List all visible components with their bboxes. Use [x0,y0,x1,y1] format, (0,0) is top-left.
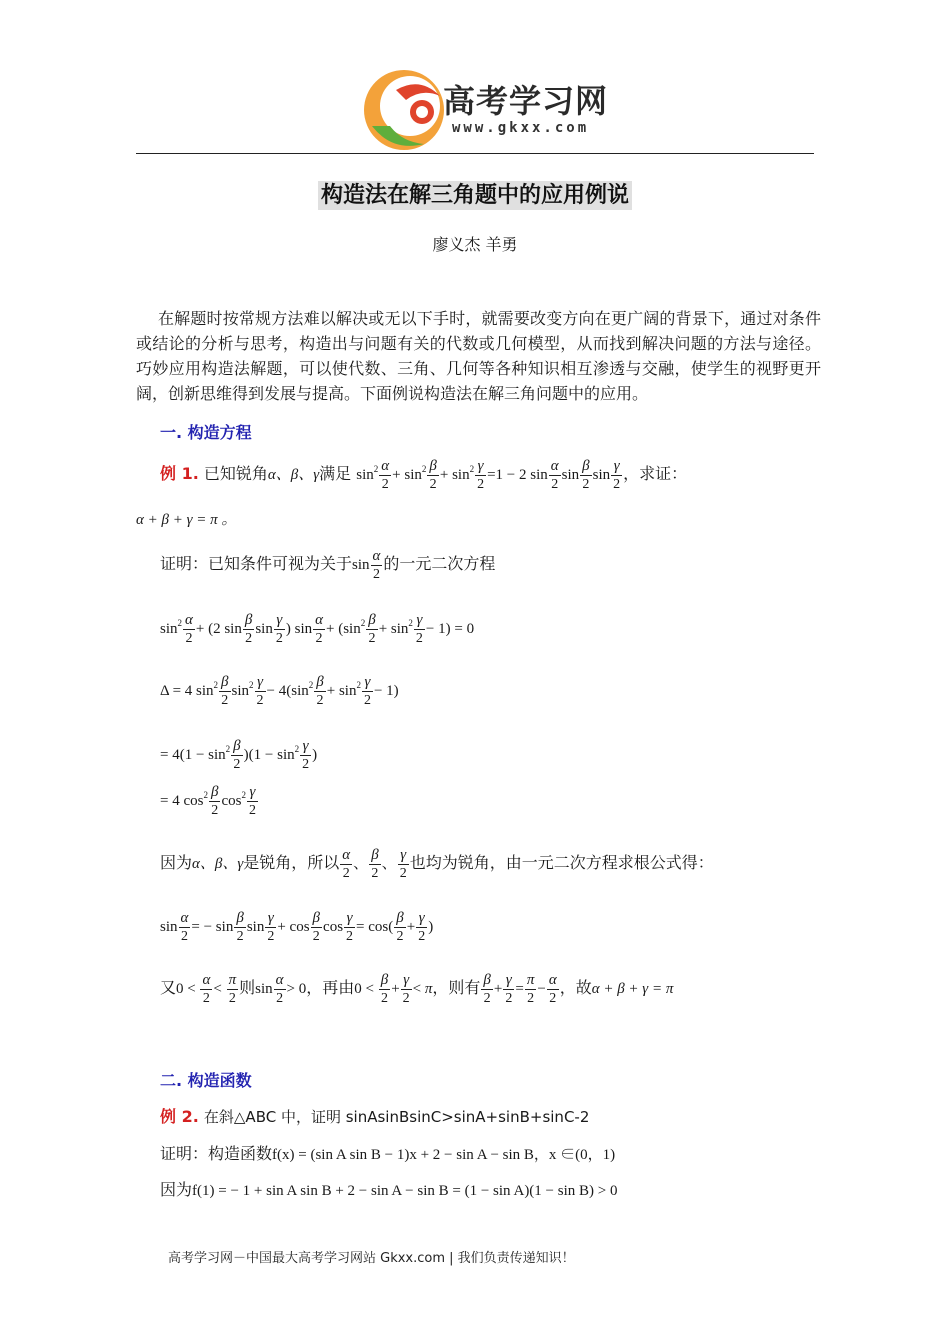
proof-text: 因为 [160,852,193,872]
proof-text: 因为 [160,1180,193,1199]
article-title: 构造法在解三角题中的应用例说 [318,181,632,210]
site-url: www.gkxx.com [452,120,590,136]
example-1-statement [160,458,687,493]
proof-text: 证明：已知条件可视为关于 [160,553,353,573]
example-1-text: 满足 [319,463,352,483]
equation-discriminant-step3: = 4 $\cos^2$ $\frac{\beta}{2}$ $\cos^2$ $\frac{\gamma}{2}$ [160,784,256,818]
brand-name: 高考学习网 [443,82,609,120]
proof-1-intro: 证明：已知条件可视为关于sin $\frac{\alpha}{2}$ 的一元二次方程 [160,548,496,582]
header-divider [136,153,814,154]
example-1-text: ，求证： [623,463,688,483]
example-1-greek: α、β、γ [267,466,320,483]
example-2-text: 在斜△ABC 中，证明 sinAsinBsinC>sinA+sinB+sinC-2 [203,1108,590,1126]
example-1-text: 已知锐角 [203,463,268,483]
proof-text: ，则有 [432,977,481,997]
proof-text: ，再由 [306,977,355,997]
example-1-conclusion: α + β + γ = π 。 [136,512,237,528]
example-1-label: 例 1. [160,463,199,483]
conclusion-result: α + β + γ = π [591,980,674,997]
proof-text: 也均为锐角，由一元二次方程求根公式得： [409,852,714,872]
article-title-row [0,178,950,209]
proof-text: ，故 [559,977,592,997]
proof-2-because [160,1177,617,1200]
proof-2-because-formula: f(1) = − 1 + sin A sin B + 2 − sin A − sin B = (1 − sin A)(1 − sin B) > 0 [192,1183,618,1199]
equation-root: sin $\frac{\alpha}{2}$ = − sin $\frac{\beta}{2}$ sin $\frac{\gamma}{2}$ + cos $\frac{\beta}{2}$ cos $\frac{\gamma}{2}$ = cos( $\frac{\beta}{2}$ + $\frac{\gamma}{2}$ ) [160,910,434,944]
proof-2-formula: f(x) = (sin A sin B − 1)x + 2 − sin A − sin B，x ∈(0，1) [272,1147,616,1163]
section-1-heading: 一. 构造方程 [160,423,252,442]
conclusion-line: 又0 < $\frac{\alpha}{2}$ < $\frac{\pi}{2}$ 则sin $\frac{\alpha}{2}$ > 0，再由0 < $\frac{\beta}{2}$ + $\frac{\gamma}{2}$ < π，则有 $\frac{\beta}{2}$ + $\frac{\gamma}{2}$ = $\frac{\pi}{2}$ − $\frac{\alpha}{2}$ ，故α + β + γ = π [160,972,674,1006]
proof-2-line [160,1141,615,1164]
intro-paragraph: 在解题时按常规方法难以解决或无以下手时，就需要改变方向在更广阔的背景下，通过对条件或结论的分析与思考，构造出与问题有关的代数或几何模型，从而找到解决问题的方法与途径。巧妙应用构造法解题，可以使代数、三角、几何等各种知识相互渗透与交融，使学生的视野更开阔，创新思维得到发展与提高。下面例说构造法在解三角问题中的应用。 [136,309,821,403]
example-2-statement [160,1104,589,1127]
logo-mark-icon [362,66,452,152]
section-2-heading: 二. 构造函数 [160,1071,252,1090]
proof-text: 则 [239,977,256,997]
proof-text: 又 [160,977,177,997]
because-greek: α、β、γ [192,855,244,872]
proof-text: 证明：构造函数 [160,1144,273,1163]
example-2-label: 例 2. [160,1107,199,1126]
proof-text: 是锐角，所以 [243,852,340,872]
proof-text: 的一元二次方程 [383,553,496,573]
equation-discriminant: Δ = 4 $\sin^2$ $\frac{\beta}{2}$ $\sin^2$ $\frac{\gamma}{2}$ − $4(\sin^2$ $\frac{\beta}{2}$ + $\sin^2$ $\frac{\gamma}{2}$ − 1) [160,674,399,708]
authors: 廖义杰 羊勇 [432,235,518,254]
equation-quadratic: $\sin^2$ $\frac{\alpha}{2}$ + (2 sin $\frac{\beta}{2}$ sin $\frac{\gamma}{2}$ ) sin $\frac{\alpha}{2}$ + ($\sin^2$ $\frac{\beta}{2}$ + $\sin^2$ $\frac{\gamma}{2}$ − 1) = 0 [160,612,475,646]
because-line: 因为α、β、γ是锐角，所以 $\frac{\alpha}{2}$ 、 $\frac{\beta}{2}$ 、 $\frac{\gamma}{2}$ 也均为锐角，由一元二次方程求根公式得： [160,847,714,881]
equation-discriminant-step2: = $4(1 - \sin^2$ $\frac{\beta}{2}$ )($1 - \sin^2$ $\frac{\gamma}{2}$ ) [160,738,318,772]
example-1-condition: $\sin^2$ $\frac{\alpha}{2}$ + $\sin^2$ $\frac{\beta}{2}$ + $\sin^2$ $\frac{\gamma}{2}$ =1 − 2 sin $\frac{\alpha}{2}$ sin $\frac{\beta}{2}$ sin $\frac{\gamma}{2}$ [356,458,621,492]
page-footer: 高考学习网－中国最大高考学习网站 Gkxx.com | 我们负责传递知识！ [168,1251,575,1266]
